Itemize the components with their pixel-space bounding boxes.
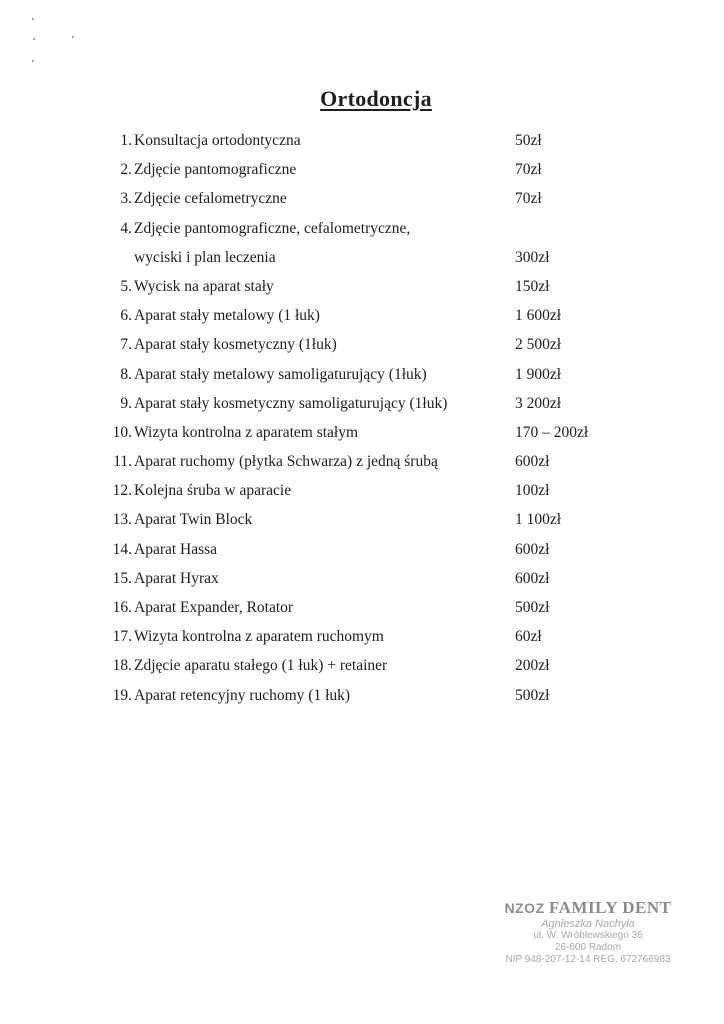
item-number: 15. [112,569,132,587]
item-number: 7. [120,336,132,354]
item-price: 170 – 200zł [515,423,589,441]
item-number: 9. [120,394,132,412]
item-price: 200zł [515,657,550,675]
item-number: 12. [112,482,132,500]
list-item [0,593,724,622]
item-price: 50zł [515,132,542,149]
stamp-line-street: ul. W. Wróblewskiego 36 [533,930,643,941]
list-item [0,184,724,213]
item-name: Aparat Twin Block [134,511,253,529]
list-item [0,389,724,418]
item-name: Aparat stały metalowy (1 łuk) [134,307,320,325]
item-price: 60zł [515,628,542,646]
list-item [0,272,724,301]
item-name: Aparat Hassa [134,540,218,558]
list-item [0,447,724,476]
list-item [0,651,724,680]
page-title: Ortodoncja [320,86,432,111]
list-item [0,564,724,593]
scan-speck [32,60,34,62]
list-item [0,155,724,184]
item-number: 16. [112,599,132,617]
company-stamp [498,898,678,988]
item-price: 1 900zł [515,365,562,383]
item-name: Konsultacja ortodontyczna [134,132,301,149]
scan-speck [32,18,34,20]
list-item [0,330,724,359]
item-number: 5. [120,277,132,295]
item-name: Aparat stały kosmetyczny (1łuk) [134,336,337,354]
item-price: 70zł [515,161,542,179]
item-number: 19. [112,686,132,704]
list-item [0,476,724,505]
item-price: 2 500zł [515,336,562,354]
item-name: Aparat stały metalowy samoligaturujący (1łuk) [134,365,427,383]
item-number: 4. [120,219,132,237]
item-price: 600zł [515,569,550,587]
stamp-line-company [498,898,678,918]
item-name: Aparat Expander, Rotator [134,599,294,617]
item-price: 600zł [515,540,550,558]
item-name: Zdjęcie cefalometryczne [134,190,287,208]
stamp-line-registration: NIP 948-207-12-14 REG. 672766983 [505,954,671,965]
item-price: 3 200zł [515,394,562,412]
item-name: Zdjęcie pantomograficzne [134,161,297,179]
item-number: 10. [112,423,132,441]
item-price: 1 600zł [515,307,562,325]
item-number: 1. [120,132,132,149]
item-number: 3. [120,190,132,208]
list-item [0,681,724,710]
stamp-brand: FAMILY DENT [549,898,672,917]
item-name: Wizyta kontrolna z aparatem ruchomym [134,628,384,646]
item-number: 17. [112,628,132,646]
item-number: 2. [120,161,132,179]
item-number: 14. [112,540,132,558]
item-name: Aparat stały kosmetyczny samoligaturujący (1łuk) [134,394,448,412]
stamp-line-city: 26-600 Radom [554,942,622,953]
item-name: Kolejna śruba w aparacie [134,482,292,500]
item-price: 500zł [515,686,550,704]
list-item [0,301,724,330]
item-name: Wycisk na aparat stały [134,277,274,295]
list-item [0,126,724,155]
item-name: Wizyta kontrolna z aparatem stałym [134,423,359,441]
list-item [0,622,724,651]
item-number: 8. [120,365,132,383]
list-item [0,535,724,564]
list-item [0,360,724,389]
item-price: 150zł [515,277,550,295]
item-price: 70zł [515,190,542,208]
item-name: Aparat retencyjny ruchomy (1 łuk) [134,686,351,704]
item-price: 500zł [515,599,550,617]
item-name: Zdjęcie aparatu stałego (1 łuk) + retainer [134,657,388,675]
item-name: Aparat Hyrax [134,569,219,587]
list-item [0,214,724,272]
item-number: 18. [112,657,132,675]
price-list [0,126,724,710]
item-price: 600zł [515,453,550,471]
scan-speck [72,36,74,38]
scan-speck [33,38,35,40]
item-price: 100zł [515,482,550,500]
item-price: 1 100zł [515,511,562,529]
list-item [0,418,724,447]
item-number: 13. [112,511,132,529]
item-number: 11. [113,453,132,471]
item-name: Zdjęcie pantomograficzne, cefalometryczne, wyciski i plan leczenia [134,219,411,266]
item-price: 300zł [515,248,550,266]
list-item [0,505,724,534]
item-number: 6. [120,307,132,325]
stamp-prefix: NZOZ [504,900,545,916]
item-name: Aparat ruchomy (płytka Schwarza) z jedną śrubą [134,453,438,471]
stamp-line-owner: Agnieszka Nachyła [541,918,635,930]
